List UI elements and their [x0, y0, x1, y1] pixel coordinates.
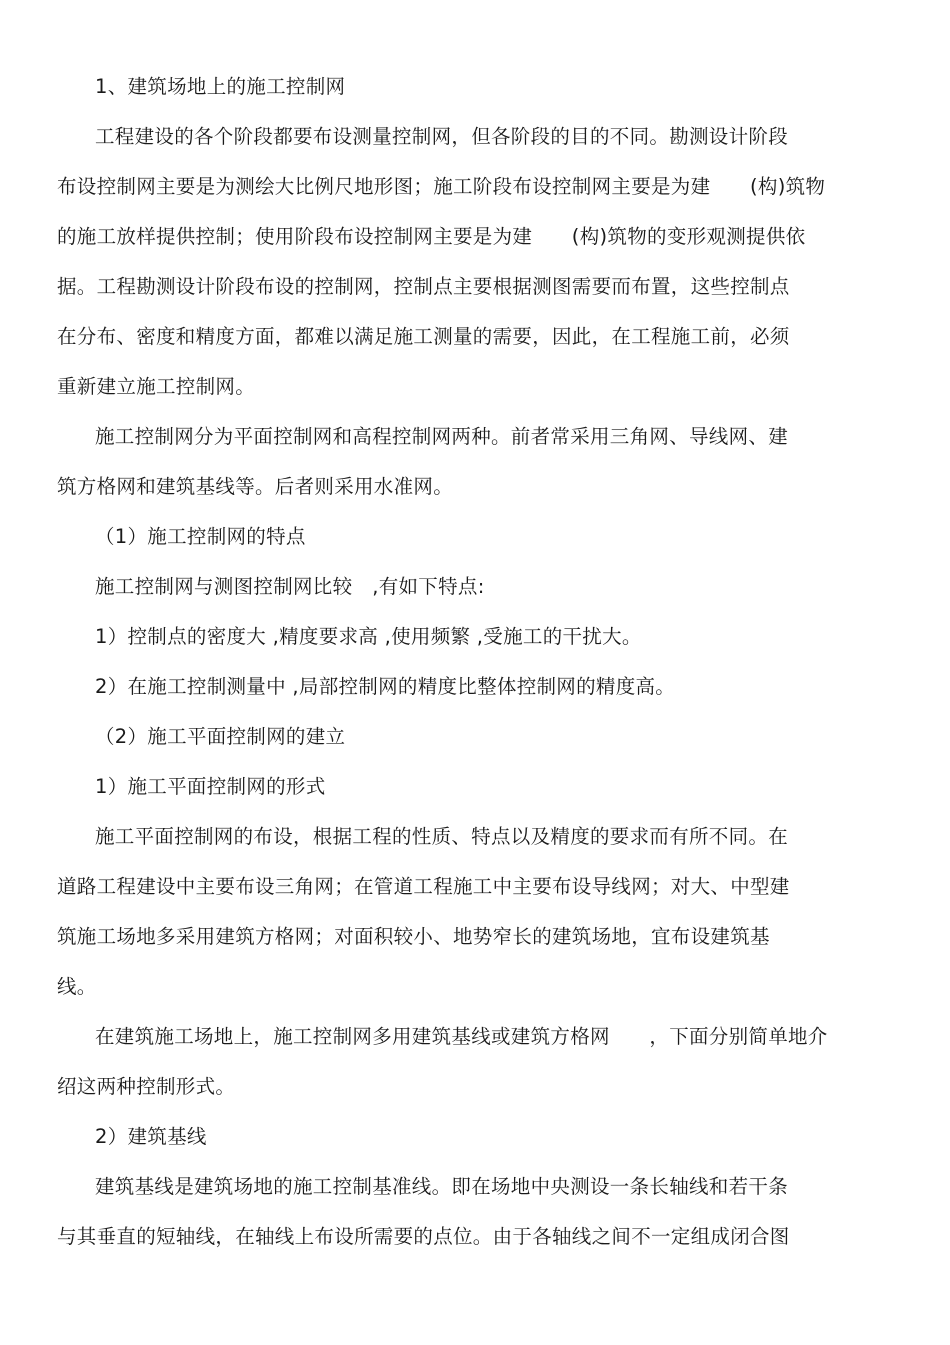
paragraph-line: 在分布、密度和精度方面，都难以满足施工测量的需要，因此，在工程施工前，必须: [57, 325, 790, 348]
paragraph-line: 的施工放样提供控制；使用阶段布设控制网主要是为建 (构)筑物的变形观测提供依: [57, 225, 806, 248]
section-heading: 1、建筑场地上的施工控制网: [95, 75, 346, 98]
paragraph-line: 线。: [57, 975, 97, 998]
paragraph-line: 建筑基线是建筑场地的施工控制基准线。即在场地中央测设一条长轴线和若干条: [95, 1175, 789, 1198]
paragraph-line: 重新建立施工控制网。: [57, 375, 256, 398]
paragraph-line: 绍这两种控制形式。: [57, 1075, 236, 1098]
paragraph-line: 筑方格网和建筑基线等。后者则采用水准网。: [57, 475, 454, 498]
paragraph-line: 布设控制网主要是为测绘大比例尺地形图；施工阶段布设控制网主要是为建 (构)筑物: [57, 175, 826, 198]
list-item: 2）在施工控制测量中 ,局部控制网的精度比整体控制网的精度高。: [95, 675, 676, 698]
paragraph-line: 工程建设的各个阶段都要布设测量控制网，但各阶段的目的不同。勘测设计阶段: [95, 125, 789, 148]
paragraph-line: 与其垂直的短轴线，在轴线上布设所需要的点位。由于各轴线之间不一定组成闭合图: [57, 1225, 790, 1248]
list-item: 1）施工平面控制网的形式: [95, 775, 326, 798]
list-item: 2）建筑基线: [95, 1125, 207, 1148]
subsection-heading: （1）施工控制网的特点: [95, 525, 306, 548]
subsection-heading: （2）施工平面控制网的建立: [95, 725, 346, 748]
paragraph-line: 在建筑施工场地上，施工控制网多用建筑基线或建筑方格网 ，下面分别简单地介: [95, 1025, 828, 1048]
list-item: 1）控制点的密度大 ,精度要求高 ,使用频繁 ,受施工的干扰大。: [95, 625, 642, 648]
paragraph-line: 施工控制网分为平面控制网和高程控制网两种。前者常采用三角网、导线网、建: [95, 425, 789, 448]
paragraph-line: 道路工程建设中主要布设三角网；在管道工程施工中主要布设导线网；对大、中型建: [57, 875, 790, 898]
paragraph-line: 筑施工场地多采用建筑方格网；对面积较小、地势窄长的建筑场地，宜布设建筑基: [57, 925, 770, 948]
paragraph-line: 据。工程勘测设计阶段布设的控制网，控制点主要根据测图需要而布置，这些控制点: [57, 275, 790, 298]
paragraph-line: 施工平面控制网的布设，根据工程的性质、特点以及精度的要求而有所不同。在: [95, 825, 789, 848]
paragraph-line: 施工控制网与测图控制网比较 ,有如下特点:: [95, 575, 485, 598]
